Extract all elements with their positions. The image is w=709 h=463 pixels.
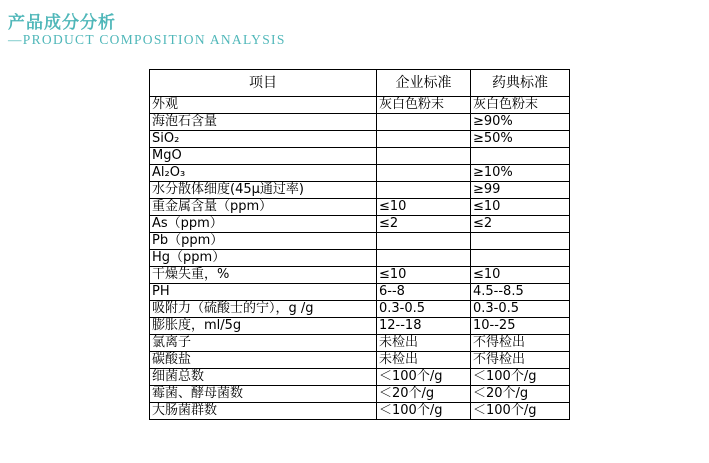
cell-enterprise: ≤10: [377, 199, 471, 216]
cell-pharmacopoeia: ＜100个/g: [471, 369, 570, 386]
table-header-row: [150, 70, 570, 97]
table-body: [150, 97, 570, 420]
cell-enterprise: [377, 182, 471, 199]
cell-item: Hg（ppm）: [150, 250, 377, 267]
page-title-en: —PRODUCT COMPOSITION ANALYSIS: [8, 32, 286, 47]
cell-item: 碳酸盐: [150, 352, 377, 369]
cell-item: 干燥失重，%: [150, 267, 377, 284]
cell-pharmacopoeia: 不得检出: [471, 352, 570, 369]
cell-enterprise: 0.3-0.5: [377, 301, 471, 318]
cell-item: 重金属含量（ppm）: [150, 199, 377, 216]
table-row: [150, 284, 570, 301]
cell-enterprise: 未检出: [377, 352, 471, 369]
table-row: [150, 301, 570, 318]
cell-enterprise: ≤2: [377, 216, 471, 233]
cell-pharmacopoeia: ≤10: [471, 199, 570, 216]
cell-item: PH: [150, 284, 377, 301]
cell-pharmacopoeia: ≥10%: [471, 165, 570, 182]
cell-pharmacopoeia: 灰白色粉末: [471, 97, 570, 114]
table-row: [150, 403, 570, 420]
table-row: [150, 335, 570, 352]
cell-pharmacopoeia: ≥99: [471, 182, 570, 199]
cell-enterprise: [377, 148, 471, 165]
table-row: [150, 250, 570, 267]
table-row: [150, 114, 570, 131]
cell-enterprise: [377, 250, 471, 267]
cell-pharmacopoeia: [471, 250, 570, 267]
table-row: [150, 233, 570, 250]
table-row: [150, 182, 570, 199]
cell-pharmacopoeia: ＜100个/g: [471, 403, 570, 420]
table-row: [150, 318, 570, 335]
header-item: 项目: [150, 70, 377, 97]
table-row: [150, 267, 570, 284]
cell-item: As（ppm）: [150, 216, 377, 233]
cell-item: 氯离子: [150, 335, 377, 352]
cell-pharmacopoeia: ≥50%: [471, 131, 570, 148]
cell-enterprise: 6--8: [377, 284, 471, 301]
table-row: [150, 352, 570, 369]
cell-enterprise: 灰白色粉末: [377, 97, 471, 114]
page-title-cn: 产品成分分析: [8, 13, 116, 33]
cell-enterprise: [377, 165, 471, 182]
table-row: [150, 148, 570, 165]
cell-pharmacopoeia: ≥90%: [471, 114, 570, 131]
cell-enterprise: [377, 131, 471, 148]
cell-item: 细菌总数: [150, 369, 377, 386]
cell-item: 外观: [150, 97, 377, 114]
table-row: [150, 165, 570, 182]
cell-enterprise: 未检出: [377, 335, 471, 352]
table-row: [150, 369, 570, 386]
cell-pharmacopoeia: 不得检出: [471, 335, 570, 352]
cell-pharmacopoeia: [471, 233, 570, 250]
cell-enterprise: ＜20个/g: [377, 386, 471, 403]
cell-enterprise: [377, 233, 471, 250]
cell-pharmacopoeia: 10--25: [471, 318, 570, 335]
cell-item: Al₂O₃: [150, 165, 377, 182]
cell-item: SiO₂: [150, 131, 377, 148]
cell-pharmacopoeia: 0.3-0.5: [471, 301, 570, 318]
cell-item: 霉菌、酵母菌数: [150, 386, 377, 403]
table-row: [150, 386, 570, 403]
cell-item: 膨胀度，ml/5g: [150, 318, 377, 335]
cell-pharmacopoeia: [471, 148, 570, 165]
cell-pharmacopoeia: ＜20个/g: [471, 386, 570, 403]
cell-enterprise: [377, 114, 471, 131]
cell-item: MgO: [150, 148, 377, 165]
cell-enterprise: 12--18: [377, 318, 471, 335]
cell-enterprise: ≤10: [377, 267, 471, 284]
cell-item: 吸附力（硫酸士的宁），g /g: [150, 301, 377, 318]
cell-item: Pb（ppm）: [150, 233, 377, 250]
table-row: [150, 97, 570, 114]
header-pharmacopoeia-standard: 药典标准: [471, 70, 570, 97]
cell-pharmacopoeia: 4.5--8.5: [471, 284, 570, 301]
cell-item: 水分散体细度(45μ通过率): [150, 182, 377, 199]
composition-table: [149, 69, 570, 420]
table-row: [150, 199, 570, 216]
cell-pharmacopoeia: ≤2: [471, 216, 570, 233]
cell-item: 大肠菌群数: [150, 403, 377, 420]
cell-item: 海泡石含量: [150, 114, 377, 131]
cell-enterprise: ＜100个/g: [377, 403, 471, 420]
cell-pharmacopoeia: ≤10: [471, 267, 570, 284]
table-row: [150, 131, 570, 148]
table-row: [150, 216, 570, 233]
cell-enterprise: ＜100个/g: [377, 369, 471, 386]
header-enterprise-standard: 企业标准: [377, 70, 471, 97]
